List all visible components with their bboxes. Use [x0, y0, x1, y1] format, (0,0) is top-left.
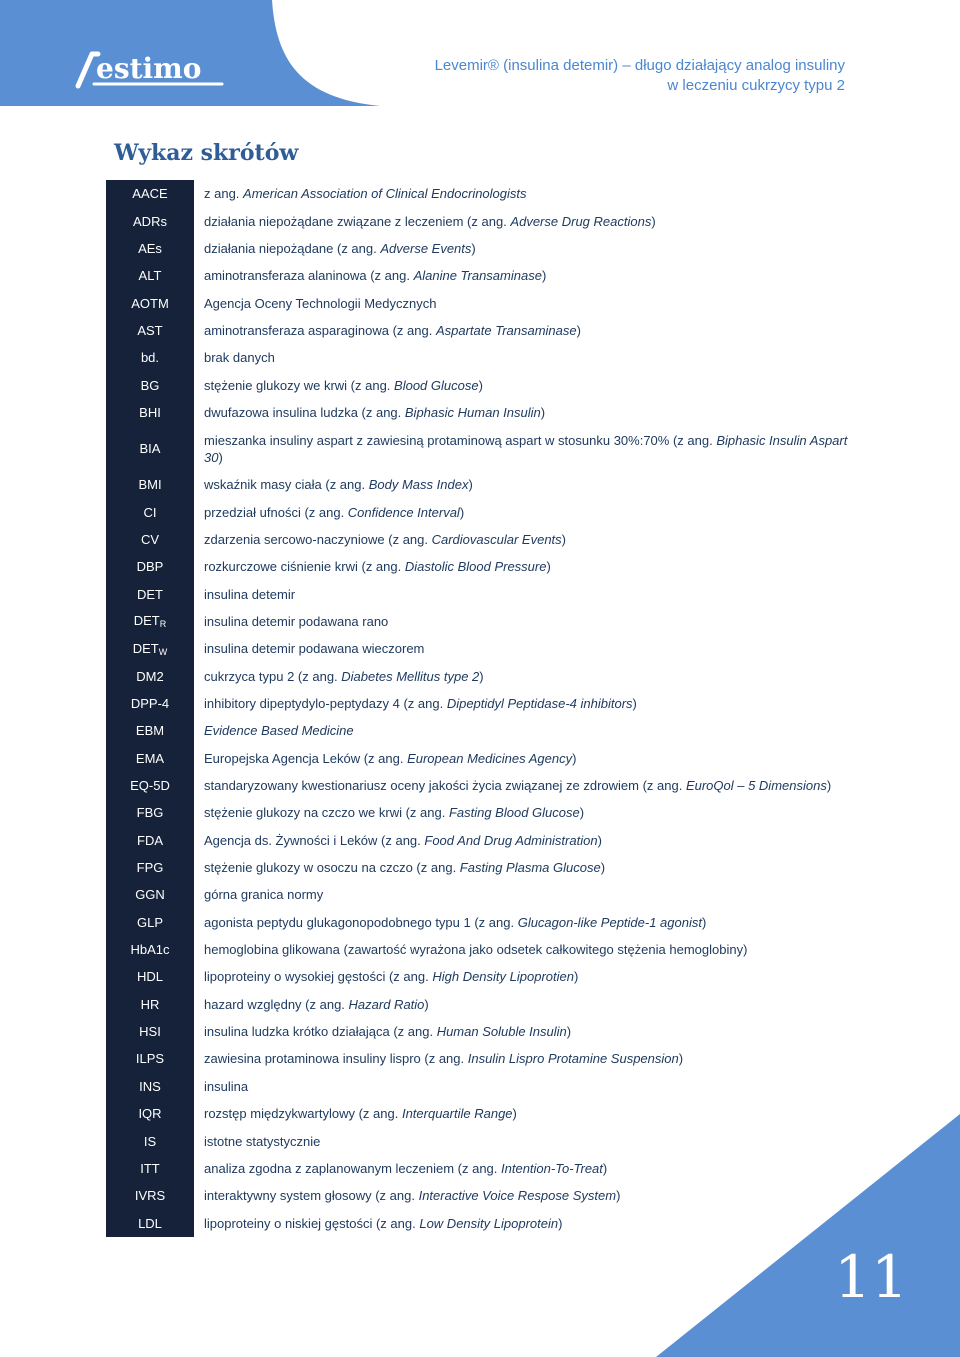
description-text: ): [678, 1051, 684, 1067]
abbreviation-description: [194, 745, 866, 772]
description-text: hemoglobina glikowana (zawartość wyrażona jako odsetek całkowitego stężenia hemoglobiny): [204, 942, 748, 958]
abbreviation-code-text: ALT: [138, 268, 162, 284]
description-text: działania niepożądane związane z leczeniem (z ang.: [204, 213, 511, 229]
abbreviation-code-text: DET: [137, 586, 163, 602]
page-number: 11: [834, 1243, 908, 1311]
english-term: Low Density Lipoprotein: [419, 1215, 559, 1231]
english-term: Body Mass Index: [368, 477, 469, 493]
abbreviation-code: [106, 909, 194, 936]
abbreviation-code: [106, 1182, 194, 1209]
description-text: wskaźnik masy ciała (z ang.: [204, 477, 369, 493]
english-term: Hazard Ratio: [348, 996, 425, 1012]
table-row: [106, 262, 866, 289]
description-text: ): [600, 860, 606, 876]
abbreviation-description: [194, 936, 866, 963]
table-row: [106, 772, 866, 799]
description-text: ): [579, 805, 585, 821]
english-term: Biphasic Human Insulin: [404, 404, 541, 420]
description-text: lipoproteiny o wysokiej gęstości (z ang.: [204, 969, 433, 985]
description-text: ): [701, 914, 707, 930]
description-text: brak danych: [204, 350, 275, 366]
abbreviation-code-text: CV: [140, 531, 160, 547]
table-row: [106, 635, 866, 662]
abbreviation-code: [106, 371, 194, 398]
abbreviation-description: [194, 471, 866, 498]
table-row: [106, 207, 866, 234]
abbreviation-code: [106, 991, 194, 1018]
english-term: Fasting Blood Glucose: [448, 805, 580, 821]
english-term: Fasting Plasma Glucose: [459, 860, 601, 876]
english-term: Alanine Transaminase: [413, 268, 542, 284]
abbreviation-description: [194, 772, 866, 799]
abbreviation-code: [106, 235, 194, 262]
abbreviation-code: [106, 827, 194, 854]
table-row: [106, 526, 866, 553]
page-title: Wykaz skrótów: [114, 140, 299, 166]
abbreviation-code-text: AEs: [138, 240, 162, 256]
table-row: [106, 371, 866, 398]
abbreviation-code-text: GGN: [135, 887, 165, 903]
description-text: ): [573, 969, 579, 985]
abbreviation-code-text: IS: [143, 1133, 157, 1149]
abbreviation-description: [194, 344, 866, 371]
description-text: stężenie glukozy we krwi (z ang.: [204, 377, 395, 393]
description-text: ): [602, 1160, 608, 1176]
description-text: mieszanka insuliny aspart z zawiesiną protaminową aspart w stosunku 30%:70% (z ang.: [204, 432, 717, 448]
english-term: Glucagon-like Peptide-1 agonist: [517, 914, 702, 930]
abbreviation-description: [194, 635, 866, 662]
abbreviation-description: [194, 526, 866, 553]
description-text: stężenie glukozy w osoczu na czczo (z ang.: [204, 860, 460, 876]
description-text: ): [616, 1188, 621, 1204]
table-row: [106, 690, 866, 717]
abbreviation-code-text: BG: [140, 377, 160, 393]
english-term: Adverse Drug Reactions: [510, 213, 652, 229]
abbreviation-code: [106, 399, 194, 426]
table-row: [106, 471, 866, 498]
abbreviation-code: [106, 635, 194, 662]
abbreviation-description: [194, 663, 866, 690]
english-term: Interquartile Range: [401, 1106, 513, 1122]
english-term: EuroQol – 5 Dimensions: [685, 778, 827, 794]
description-text: istotne statystycznie: [204, 1133, 321, 1149]
table-row: [106, 1018, 866, 1045]
description-text: zdarzenia sercowo-naczyniowe (z ang.: [204, 531, 432, 547]
description-text: ): [546, 559, 551, 575]
description-text: górna granica normy: [204, 887, 324, 903]
abbreviation-description: [194, 426, 866, 471]
description-text: rozstęp międzykwartylowy (z ang.: [204, 1106, 402, 1122]
description-text: dwufazowa insulina ludzka (z ang.: [204, 404, 405, 420]
abbreviation-code: [106, 690, 194, 717]
description-text: ): [576, 322, 581, 338]
abbreviation-description: [194, 799, 866, 826]
abbreviation-code-text: LDL: [138, 1215, 162, 1231]
logo-text: estimo: [96, 52, 202, 85]
table-row: [106, 317, 866, 344]
table-row: [106, 663, 866, 690]
table-row: [106, 854, 866, 881]
abbreviation-code-text: FDA: [137, 832, 163, 848]
abbreviation-description: [194, 963, 866, 990]
abbreviation-code: [106, 963, 194, 990]
abbreviation-code: [106, 881, 194, 908]
table-row: [106, 235, 866, 262]
description-text: ): [424, 996, 429, 1012]
english-term: Blood Glucose: [394, 377, 479, 393]
abbreviation-description: [194, 371, 866, 398]
header-title-line-2: w leczeniu cukrzycy typu 2: [667, 77, 845, 94]
abbreviation-description: [194, 1045, 866, 1072]
abbreviation-code-text: ILPS: [135, 1051, 165, 1067]
abbreviation-description: [194, 262, 866, 289]
description-text: ): [572, 750, 577, 766]
abbreviation-code-text: BIA: [139, 441, 161, 457]
description-text: analiza zgodna z zaplanowanym leczeniem (z ang.: [204, 1160, 502, 1176]
english-term: Adverse Events: [380, 240, 472, 256]
description-text: inhibitory dipeptydylo-peptydazy 4 (z ang.: [204, 696, 447, 712]
description-text: ): [478, 377, 483, 393]
table-row: [106, 1045, 866, 1072]
description-text: insulina detemir podawana wieczorem: [204, 641, 425, 657]
english-term: Intention-To-Treat: [501, 1160, 603, 1176]
abbreviation-description: [194, 289, 866, 316]
abbreviation-code-text: ITT: [140, 1160, 160, 1176]
description-text: ): [459, 504, 465, 520]
description-text: standaryzowany kwestionariusz oceny jakości życia związanej ze zdrowiem (z ang.: [204, 778, 686, 794]
abbreviation-code: [106, 1155, 194, 1182]
abbreviation-code: [106, 745, 194, 772]
abbreviation-description: [194, 717, 866, 744]
abbreviation-code: [106, 717, 194, 744]
abbreviation-description: [194, 498, 866, 525]
estimo-logo-mark: [72, 46, 232, 90]
abbreviation-code: [106, 1045, 194, 1072]
abbreviation-description: [194, 690, 866, 717]
table-row: [106, 717, 866, 744]
english-term: Cardiovascular Events: [431, 531, 562, 547]
english-term: Dipeptidyl Peptidase-4 inhibitors: [446, 696, 633, 712]
abbreviation-description: [194, 608, 866, 635]
table-row: [106, 963, 866, 990]
abbreviation-code: [106, 471, 194, 498]
english-term: Insulin Lispro Protamine Suspension: [467, 1051, 679, 1067]
description-text: działania niepożądane (z ang.: [204, 240, 381, 256]
abbreviation-code-text: EBM: [135, 723, 165, 739]
description-text: insulina detemir podawana rano: [204, 613, 389, 629]
abbreviation-code-text: CI: [143, 504, 157, 520]
description-text: ): [541, 268, 547, 284]
description-text: ): [597, 832, 602, 848]
abbreviation-code-text: bd.: [140, 350, 160, 366]
abbreviation-code: [106, 289, 194, 316]
description-text: insulina ludzka krótko działająca (z ang.: [204, 1024, 437, 1040]
description-text: lipoproteiny o niskiej gęstości (z ang.: [204, 1215, 420, 1231]
description-text: stężenie glukozy na czczo we krwi (z ang.: [204, 805, 449, 821]
abbreviation-code-text: DET: [132, 640, 159, 656]
table-row: [106, 426, 866, 471]
abbreviation-description: [194, 881, 866, 908]
abbreviation-code: [106, 1100, 194, 1127]
abbreviation-code-text: DBP: [136, 559, 164, 575]
table-row: [106, 827, 866, 854]
corner-triangle: [656, 1114, 960, 1357]
description-text: hazard względny (z ang.: [204, 996, 349, 1012]
english-term: European Medicines Agency: [407, 750, 573, 766]
description-text: ): [218, 449, 223, 465]
english-term: Aspartate Transaminase: [435, 322, 577, 338]
abbreviation-code: [106, 426, 194, 471]
abbreviation-code: [106, 180, 194, 207]
abbreviation-subscript: W: [158, 646, 168, 657]
description-text: insulina detemir: [204, 586, 296, 602]
abbreviation-code: [106, 344, 194, 371]
description-text: insulina: [204, 1078, 249, 1094]
abbreviation-code-text: HSI: [139, 1024, 161, 1040]
table-row: [106, 289, 866, 316]
english-term: Human Soluble Insulin: [436, 1024, 567, 1040]
description-text: ): [632, 696, 637, 712]
abbreviation-code-text: BHI: [139, 404, 161, 420]
description-text: ): [566, 1024, 572, 1040]
english-term: High Density Lipoprotien: [432, 969, 574, 985]
abbreviation-description: [194, 580, 866, 607]
document-header-title: [435, 56, 845, 96]
abbreviation-code-text: IQR: [138, 1106, 162, 1122]
abbreviation-code-text: FPG: [136, 860, 164, 876]
english-term: Food And Drug Administration: [424, 832, 598, 848]
description-text: Agencja ds. Żywności i Leków (z ang.: [204, 832, 425, 848]
abbreviation-code: [106, 317, 194, 344]
table-row: [106, 608, 866, 635]
english-term: American Association of Clinical Endocrinologists: [243, 186, 527, 202]
table-row: [106, 909, 866, 936]
description-text: ): [561, 531, 567, 547]
abbreviation-code: [106, 799, 194, 826]
table-row: [106, 881, 866, 908]
abbreviation-code: [106, 207, 194, 234]
abbreviation-code: [106, 1127, 194, 1154]
estimo-logo: [72, 46, 232, 90]
abbreviation-code: [106, 772, 194, 799]
description-text: agonista peptydu glukagonopodobnego typu 1 (z ang.: [204, 914, 518, 930]
abbreviation-code: [106, 608, 194, 635]
abbreviation-code-text: HR: [140, 996, 160, 1012]
abbreviation-code-text: AOTM: [131, 295, 169, 311]
description-text: rozkurczowe ciśnienie krwi (z ang.: [204, 559, 405, 575]
abbreviation-code-text: ADRs: [133, 213, 167, 229]
abbreviation-description: [194, 399, 866, 426]
abbreviation-description: [194, 1073, 866, 1100]
table-row: [106, 991, 866, 1018]
abbreviation-code-text: EQ-5D: [130, 778, 170, 794]
table-row: [106, 498, 866, 525]
abbreviation-code-text: AST: [137, 322, 163, 338]
table-row: [106, 745, 866, 772]
description-text: ): [826, 778, 832, 794]
abbreviation-code-text: BMI: [138, 477, 162, 493]
abbreviation-code-text: HbA1c: [130, 942, 170, 958]
abbreviation-code: [106, 580, 194, 607]
table-row: [106, 180, 866, 207]
abbreviation-description: [194, 553, 866, 580]
table-row: [106, 580, 866, 607]
table-row: [106, 399, 866, 426]
abbreviation-code: [106, 262, 194, 289]
abbreviation-code-text: IVRS: [134, 1188, 166, 1204]
abbreviation-description: [194, 180, 866, 207]
abbreviation-code: [106, 498, 194, 525]
table-row: [106, 799, 866, 826]
description-text: ): [540, 404, 546, 420]
table-row: [106, 936, 866, 963]
abbreviation-description: [194, 317, 866, 344]
abbreviation-code: [106, 1018, 194, 1045]
abbreviation-description: [194, 854, 866, 881]
header-title-line-1: Levemir® (insulina detemir) – długo działający analog insuliny: [434, 57, 845, 74]
description-text: ): [512, 1106, 517, 1122]
description-text: Europejska Agencja Leków (z ang.: [204, 750, 408, 766]
abbreviation-code-text: DET: [133, 613, 160, 629]
abbreviation-code: [106, 1209, 194, 1236]
description-text: Agencja Oceny Technologii Medycznych: [204, 295, 437, 311]
abbreviation-code: [106, 526, 194, 553]
english-term: Evidence Based Medicine: [204, 723, 354, 739]
description-text: ): [479, 668, 484, 684]
abbreviation-code: [106, 1073, 194, 1100]
abbreviation-code-text: DPP-4: [130, 696, 170, 712]
description-text: ): [558, 1215, 563, 1231]
abbreviation-code-text: AACE: [132, 186, 168, 202]
abbreviation-code-text: EMA: [135, 750, 165, 766]
abbreviation-code-text: HDL: [136, 969, 163, 985]
abbreviations-table: [106, 180, 866, 1237]
abbreviation-description: [194, 235, 866, 262]
abbreviation-description: [194, 991, 866, 1018]
description-text: aminotransferaza alaninowa (z ang.: [204, 268, 414, 284]
description-text: interaktywny system głosowy (z ang.: [204, 1188, 419, 1204]
english-term: Diabetes Mellitus type 2: [341, 668, 480, 684]
abbreviation-code: [106, 854, 194, 881]
abbreviation-description: [194, 1018, 866, 1045]
abbreviation-code: [106, 553, 194, 580]
english-term: Biphasic Insulin Aspart 30: [204, 432, 848, 465]
english-term: Confidence Interval: [347, 504, 460, 520]
english-term: Interactive Voice Respose System: [418, 1188, 617, 1204]
abbreviation-code-text: INS: [139, 1078, 161, 1094]
english-term: Diastolic Blood Pressure: [404, 559, 547, 575]
table-row: [106, 344, 866, 371]
description-text: z ang.: [204, 186, 244, 202]
description-text: cukrzyca typu 2 (z ang.: [204, 668, 342, 684]
abbreviation-description: [194, 207, 866, 234]
abbreviation-code: [106, 663, 194, 690]
abbreviation-code: [106, 936, 194, 963]
description-text: zawiesina protaminowa insuliny lispro (z ang.: [204, 1051, 468, 1067]
abbreviation-description: [194, 827, 866, 854]
abbreviation-subscript: R: [159, 619, 167, 630]
description-text: ): [468, 477, 473, 493]
description-text: ): [651, 213, 656, 229]
abbreviation-code-text: GLP: [136, 914, 163, 930]
table-row: [106, 553, 866, 580]
abbreviation-code-text: FBG: [136, 805, 164, 821]
table-row: [106, 1073, 866, 1100]
description-text: przedział ufności (z ang.: [204, 504, 348, 520]
description-text: aminotransferaza asparaginowa (z ang.: [204, 322, 436, 338]
abbreviation-description: [194, 909, 866, 936]
description-text: ): [471, 240, 476, 256]
abbreviation-code-text: DM2: [136, 668, 164, 684]
